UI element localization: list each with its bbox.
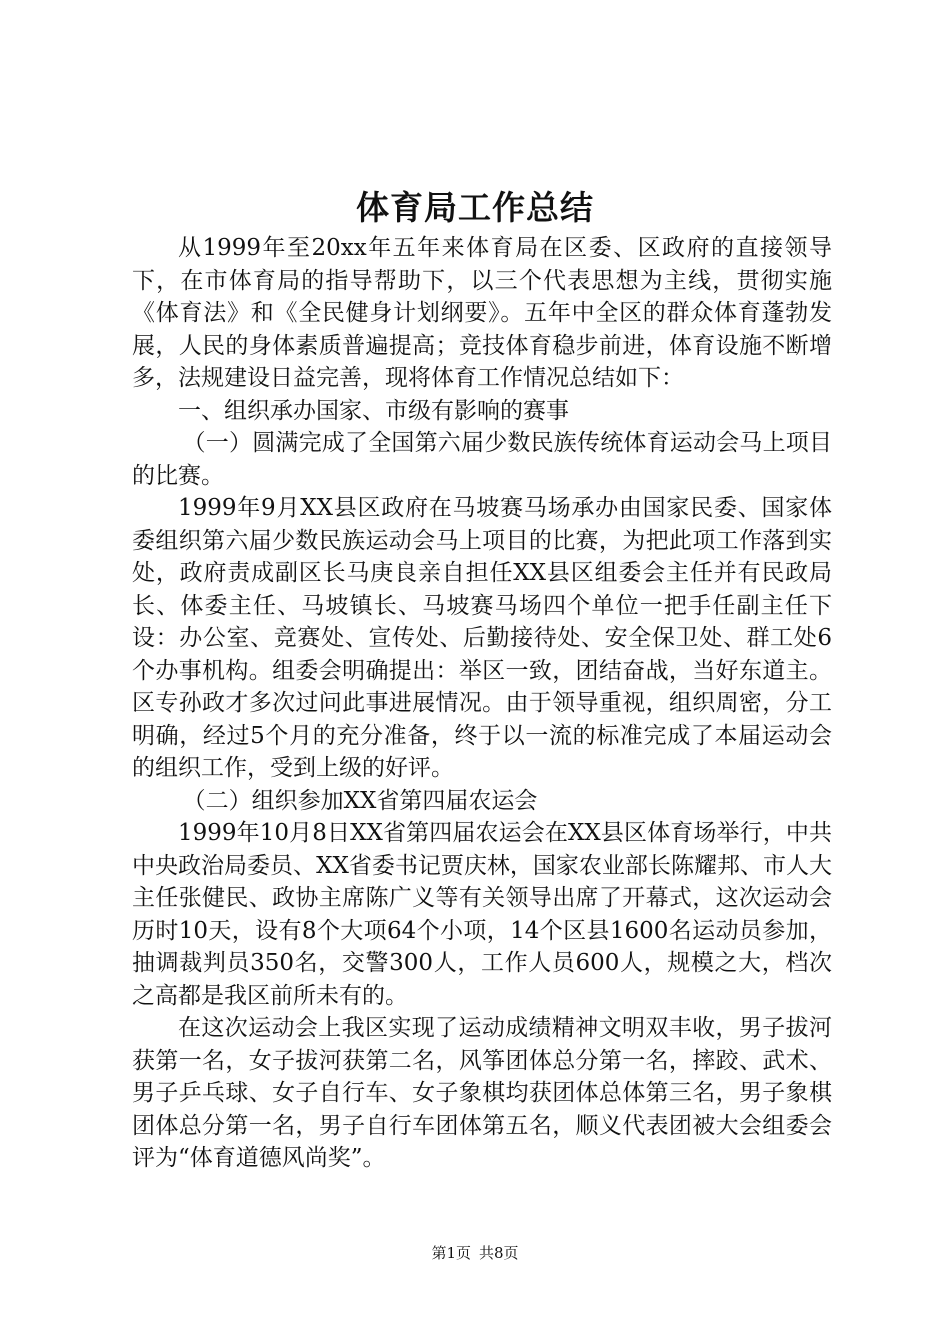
body-paragraph: 在这次运动会上我区实现了运动成绩精神文明双丰收，男子拔河获第一名，女子拔河获第二名，风筝团体总分第一名，摔跤、武术、男子乒乓球、女子自行车、女子象棋均获团体总体第三名，男子象棋团体总分第一名，男子自行车团体第五名，顺义代表团被大会组委会评为“体育道德风尚奖”。 bbox=[132, 1015, 832, 1171]
document-title: 体育局工作总结 bbox=[356, 188, 594, 227]
page-number: 第1页 bbox=[431, 1244, 471, 1262]
body-paragraph: 1999年10月8日XX省第四届农运会在XX县区体育场举行，中共中央政治局委员、XX省委书记贾庆林，国家农业部长陈耀邦、市人大主任张健民、政协主席陈广义等有关领导出席了开幕式，这次运动会历时10天，设有8个大项64个小项，14个区县1600名运动员参加，抽调裁判员350名，交警300人，工作人员600人，规模之大，档次之高都是我区前所未有的。 bbox=[132, 820, 832, 1009]
subsection-heading: （二）组织参加XX省第四届农运会 bbox=[182, 787, 538, 814]
body-paragraph: 1999年9月XX县区政府在马坡赛马场承办由国家民委、国家体委组织第六届少数民族运动会马上项目的比赛，为把此项工作落到实处，政府责成副区长马庚良亲自担任XX县区组委会主任并有民政局长、体委主任、马坡镇长、马坡赛马场四个单位一把手任副主任下设：办公室、竞赛处、宣传处、后勤接待处、安全保卫处、群工处6个办事机构。组委会明确提出：举区一致，团结奋战，当好东道主。区专孙政才多次过问此事进展情况。由于领导重视，组织周密，分工明确，经过5个月的充分准备，终于以一流的标准完成了本届运动会的组织工作，受到上级的好评。 bbox=[132, 495, 832, 781]
subsection-heading: （一）圆满完成了全国第六届少数民族传统体育运动会马上项目的比赛。 bbox=[132, 430, 832, 489]
page-footer bbox=[0, 1243, 950, 1263]
section-heading: 一、组织承办国家、市级有影响的赛事 bbox=[178, 397, 569, 424]
page-total: 共8页 bbox=[479, 1244, 519, 1262]
intro-paragraph: 从1999年至20xx年五年来体育局在区委、区政府的直接领导下，在市体育局的指导帮助下，以三个代表思想为主线，贯彻实施《体育法》和《全民健身计划纲要》。五年中全区的群众体育蓬勃发展，人民的身体素质普遍提高；竞技体育稳步前进，体育设施不断增多，法规建设日益完善，现将体育工作情况总结如下： bbox=[132, 235, 832, 391]
document-body bbox=[132, 232, 832, 1175]
